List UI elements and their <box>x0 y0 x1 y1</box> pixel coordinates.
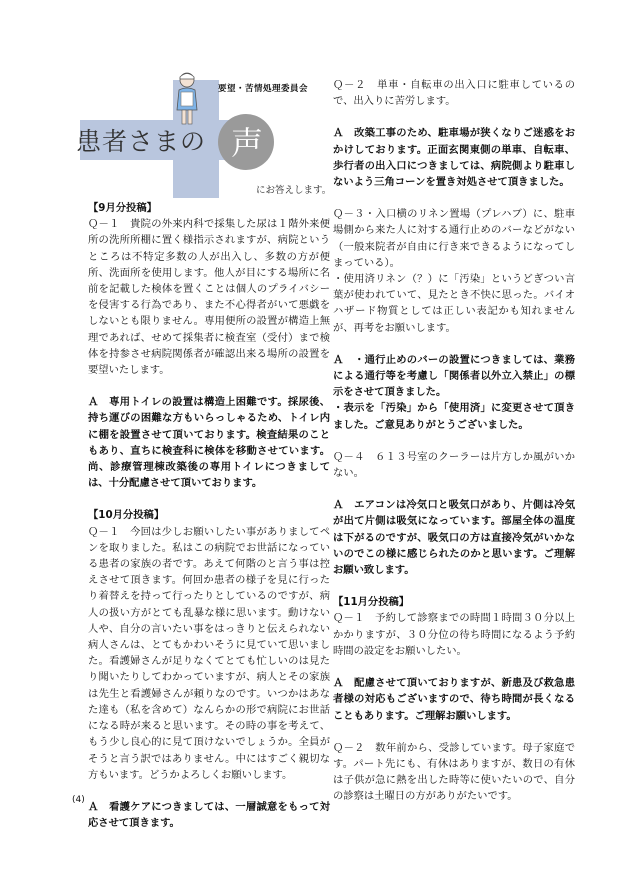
voice-character: 声 <box>230 124 263 162</box>
question-paragraph: Ｑ－１ 貴院の外来内科で採集した尿は１階外来便所の洗所所棚に置く様指示されますが、病院というところは不特定多数の人が出入し、多数の方が便所、洗面所を使用します。他人が目にする場所に名前を記載した検体を置くことは個人のプライバシーを侵害する行為であり、また不心得者がいて悪戯をしないとも限りません。専用便所の設置が構造上無理であれば、せめて採集者に検査室（受付）まで検体を持参させ病院関係者が確認出来る場所の設置を要望いたします。 <box>88 218 330 377</box>
paragraph-gap <box>333 659 575 675</box>
month-heading: 【10月分投稿】 <box>88 509 165 522</box>
page-title: 患者さまの <box>76 127 207 156</box>
paragraph-gap <box>333 336 575 352</box>
answer-paragraph: Ａ 配慮させて頂いておりますが、新患及び救急患者様の対応もございますので、待ち時間が長くなることもあります。ご理解お願いします。 <box>333 677 575 722</box>
question-paragraph: Ｑ－３・入口横のリネン置場（プレハブ）に、駐車場側から来た人に対する通行止めのバーなどがない（一般来院者が自由に行き来できるようになってしまっている）。 <box>333 208 575 269</box>
answer-paragraph: Ａ ・通行止めのバーの設置につきましては、業務による通行等を考慮し「関係者以外立入禁止」の標示をさせて頂きました。 <box>333 353 575 399</box>
month-heading: 【11月分投稿】 <box>333 596 410 609</box>
answer-paragraph: Ａ エアコンは冷気口と吸気口があり、片側は冷気が出て片側は吸気になっています。部屋全体の温度は下がるのですが、吸気口の方は直接冷気がいかないのでこの様に感じられたのかと思います。ご理解お願い致します。 <box>333 499 575 577</box>
question-paragraph: Ｑ－４ ６１３号室のクーラーは片方しか風がいかない。 <box>333 450 575 480</box>
paragraph-gap <box>333 190 575 206</box>
question-paragraph: Ｑ－２ 単車・自転車の出入口に駐車しているので、出入りに苦労します。 <box>333 79 575 108</box>
question-paragraph: Ｑ－２ 数年前から、受診しています。母子家庭です。パート先にも、有休はありますが、数日の有休は子供が急に熱を出した時等に使いたいので、自分の診察は土曜日の方がありがたいです。 <box>333 741 575 803</box>
right-column <box>333 77 575 805</box>
header <box>70 62 332 202</box>
paragraph-gap <box>88 491 330 507</box>
paragraph-gap <box>333 481 575 497</box>
paragraph-gap <box>333 724 575 740</box>
answer-paragraph: ・表示を「汚染」から「使用済」に変更させて頂きました。ご意見ありがとうございました。 <box>333 402 575 431</box>
question-paragraph: Ｑ－１ 今回は少しお願いしたい事がありましてペンを取りました。私はこの病院でお世話になっている患者の家族の者です。あえて何階のと言う事は控えさせて頂きます。何回か患者の様子を見に行ったり着替えを持って行ったりとしているのですが、病人の扱い方がとても乱暴な様に思います。動けない人や、自分の言いたい事をはっきりと伝えられない病人さんは、とてもかわいそうに見ていて思いました。看護婦さんが足りなくてとても忙しいのは見たり聞いたりしてわかっていますが、病人とその家族は先生と看護婦さんが頼りなのです。いつかはあなた達も（私を含めて）なんらかの形で病院にお世話になる時が来ると思います。その時の事を考えて、もう少し良心的に見て頂けないでしょうか。全員がそうと言う訳ではありません。中にはすごく親切な方もいます。どうかよろしくお願いします。 <box>88 525 330 781</box>
nurse-illustration-icon <box>172 70 202 128</box>
left-column <box>88 200 330 831</box>
answer-paragraph: Ａ 専用トイレの設置は構造上困難です。採尿後、持ち運びの困難な方もいらっしゃるため、トイレ内に棚を設置させて頂いております。検査結果のこともあり、直ちに検査科に検体を移動させています。尚、診療管理棟改築後の専用トイレにつきましては、十分配慮させて頂いております。 <box>88 396 330 490</box>
paragraph-gap <box>333 433 575 449</box>
committee-name: 要望・苦情処理委員会 <box>218 84 309 94</box>
question-paragraph: ・使用済リネン（？）に「汚染」というどぎつい言葉が使われていて、見たとき不快に思った。バイオハザード物質としては正しい表記かも知れませんが、再考をお願いします。 <box>333 273 575 334</box>
paragraph-gap <box>88 783 330 799</box>
question-paragraph: Ｑ－１ 予約して診察までの時間１時間３０分以上かかりますが、３０分位の待ち時間になるよう予約時間の設定をお願いしたい。 <box>333 612 575 657</box>
paragraph-gap <box>333 578 575 594</box>
answer-paragraph: Ａ 看護ケアにつきましては、一層誠意をもって対応させて頂きます。 <box>88 800 330 830</box>
page-subtitle: にお答えします。 <box>256 185 332 196</box>
answer-paragraph: Ａ 改築工事のため、駐車場が狭くなりご迷惑をおかけしております。正面玄関東側の単車、自転車、歩行者の出入口につきましては、病院側より駐車しないよう三角コーンを置き対処させて頂きました。 <box>333 127 575 189</box>
page-number: (4) <box>72 795 85 805</box>
paragraph-gap <box>333 109 575 125</box>
paragraph-gap <box>88 378 330 394</box>
month-heading: 【9月分投稿】 <box>88 202 157 214</box>
